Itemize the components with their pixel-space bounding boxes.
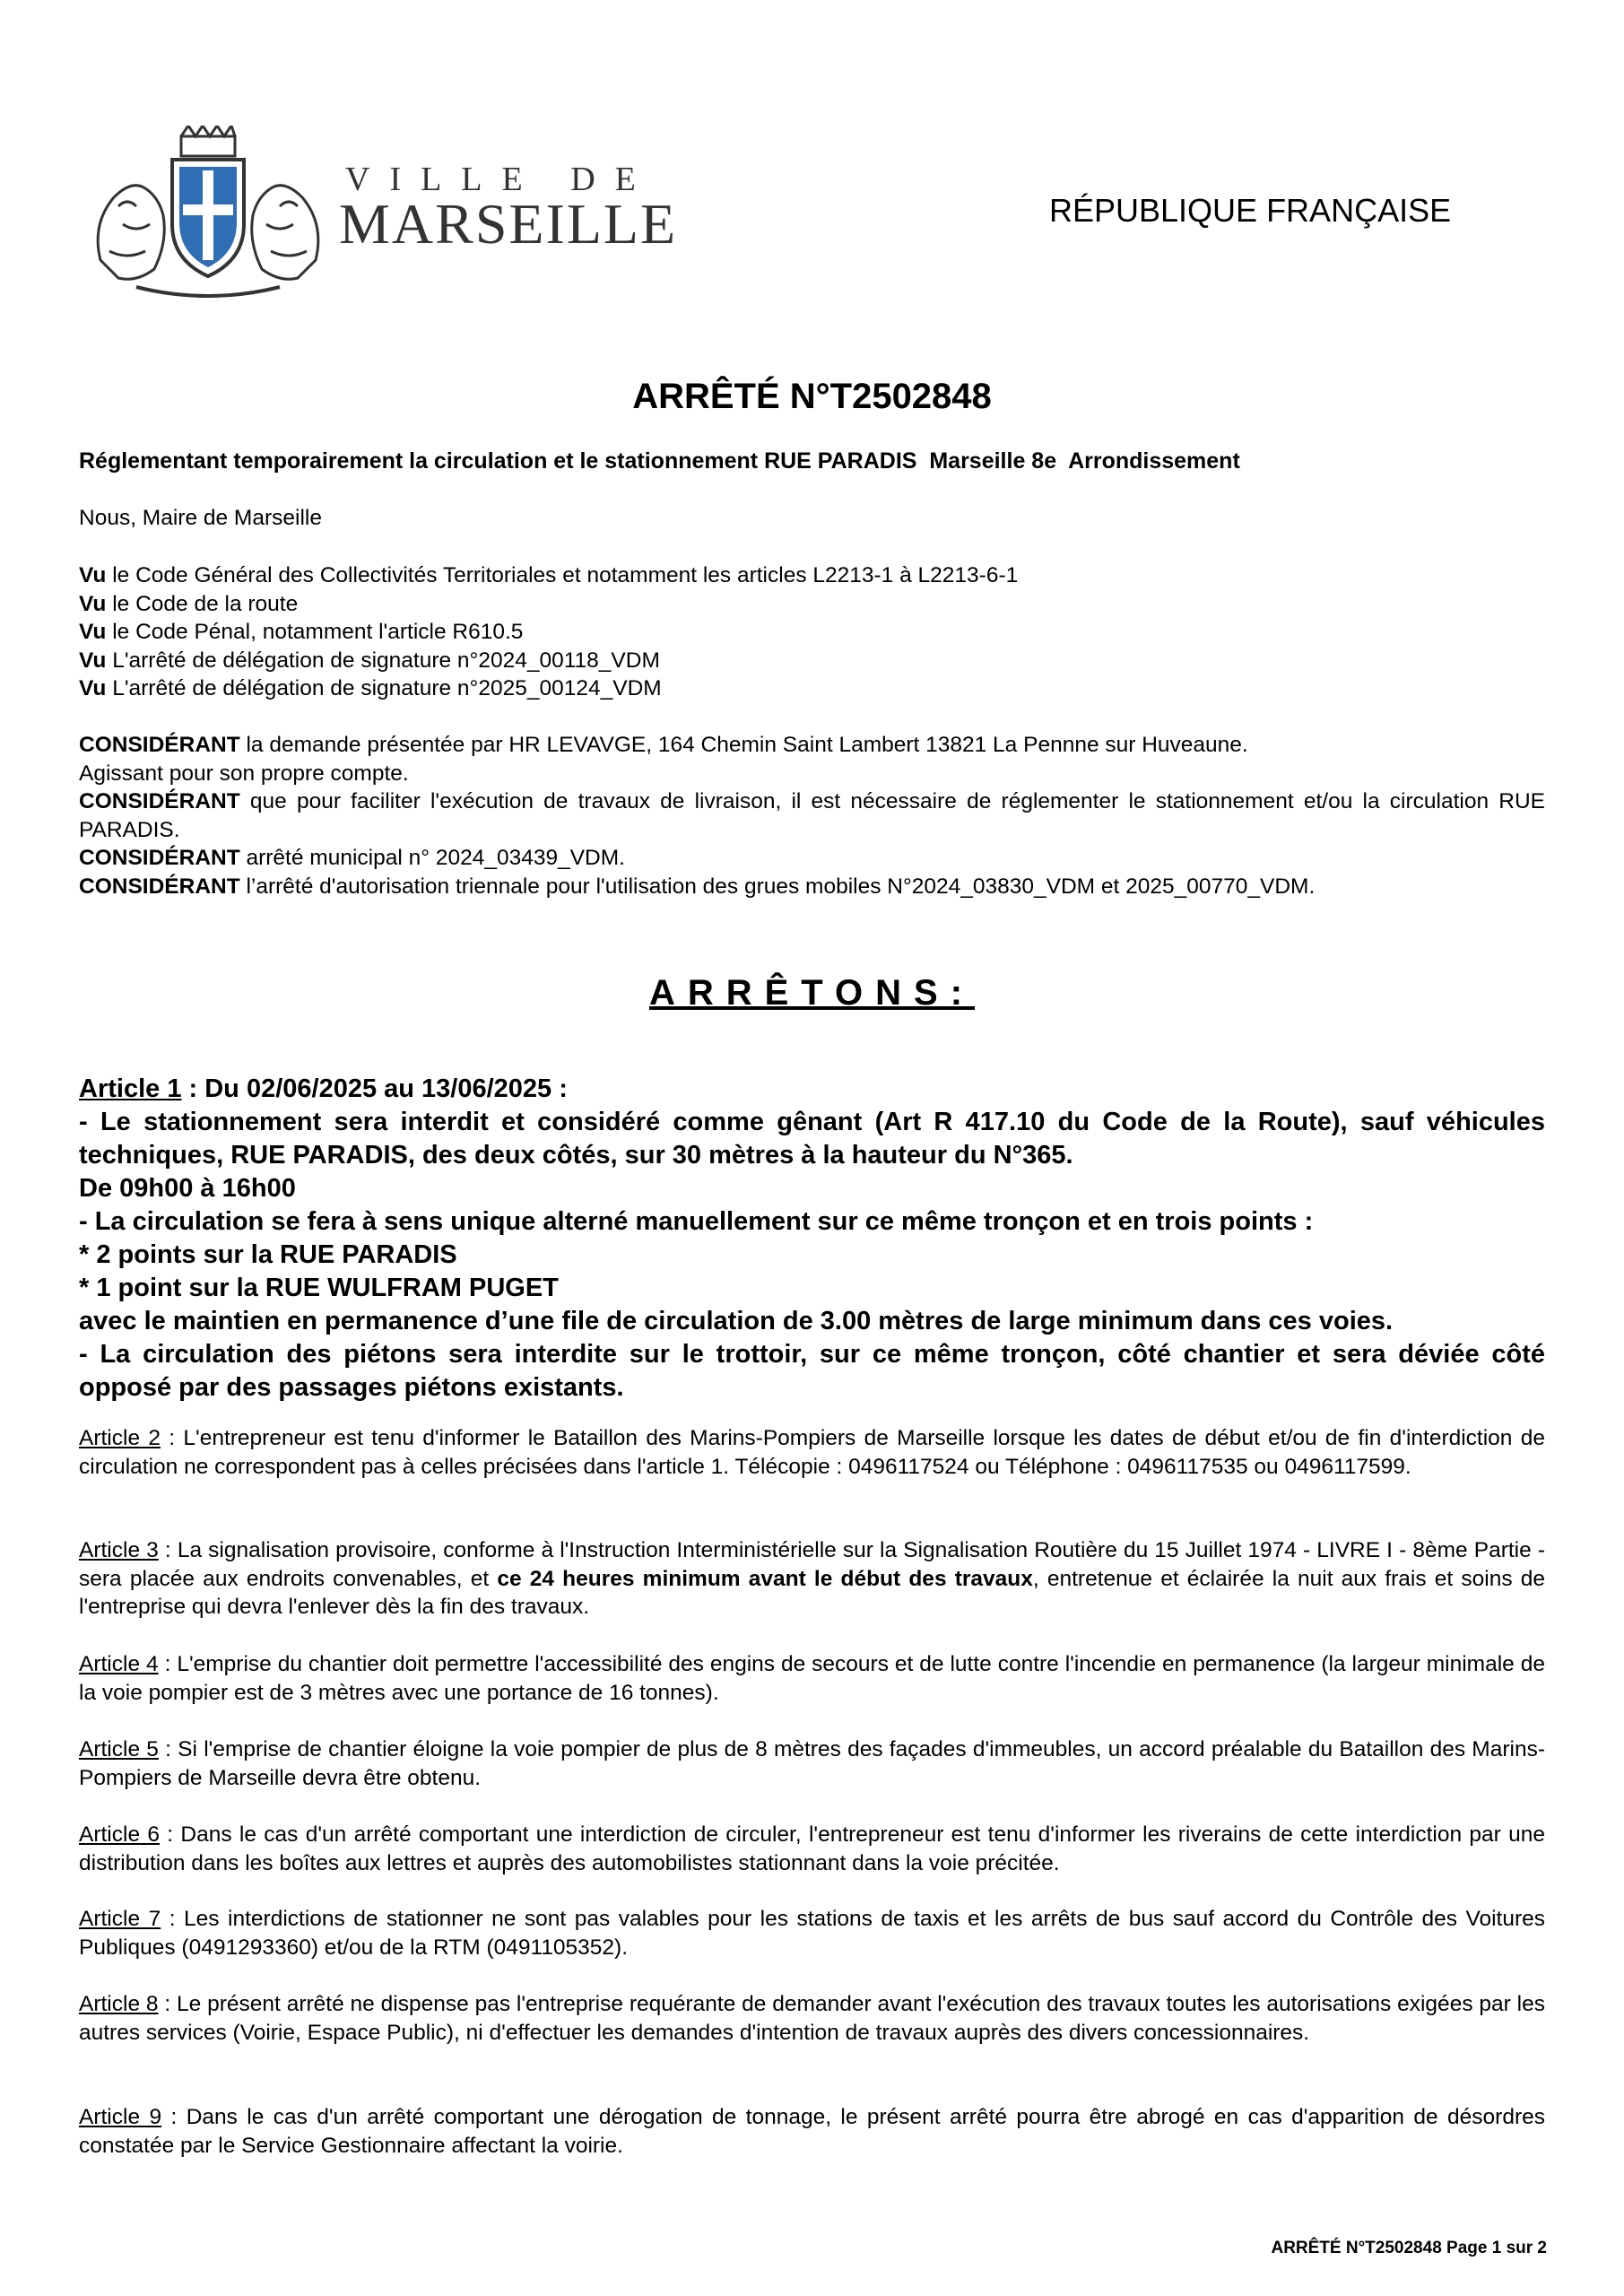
article-5: Article 5 : Si l'emprise de chantier éloigne la voie pompier de plus de 8 mètres des façades d'immeubles, un accord préalable du Bataillon des Marins-Pompiers de Marseille devra être obtenu. bbox=[79, 1737, 1545, 1790]
republique-francaise: RÉPUBLIQUE FRANÇAISE bbox=[1049, 192, 1452, 229]
intro-text: Nous, Maire de Marseille bbox=[79, 506, 322, 530]
article-1-line: - La circulation se fera à sens unique alterné manuellement sur ce même tronçon et en trois points : bbox=[79, 1207, 1314, 1236]
vu-line: Vu L'arrêté de délégation de signature n°2025_00124_VDM bbox=[79, 676, 662, 700]
article-1-line: - La circulation des piétons sera interdite sur le trottoir, sur ce même tronçon, côté chantier et sera déviée côté opposé par des passages piétons existants. bbox=[79, 1340, 1545, 1402]
article-7: Article 7 : Les interdictions de stationner ne sont pas valables pour les stations de taxis et les arrêts de bus sauf accord du Contrôle des Voitures Publiques (0491293360) et/ou de la RTM (0491105352). bbox=[79, 1907, 1545, 1960]
vu-line: Vu le Code de la route bbox=[79, 591, 299, 616]
article-1-line: * 2 points sur la RUE PARADIS bbox=[79, 1240, 457, 1269]
considerant-line: CONSIDÉRANT arrêté municipal n° 2024_03439_VDM. bbox=[79, 846, 625, 870]
article-6: Article 6 : Dans le cas d'un arrêté comportant une interdiction de circuler, l'entrepreneur est tenu d'informer les riverains de cette interdiction par une distribution dans les boîtes aux lettres et auprès des automobilistes stationnant dans la voie précitée. bbox=[79, 1822, 1545, 1875]
ribbon-icon bbox=[136, 287, 280, 296]
article-8: Article 8 : Le présent arrêté ne dispense pas l'entreprise requérante de demander avant l'exécution des travaux toutes les autorisations exigées par les autres services (Voirie, Espace Public), ni d'effectuer les demandes d'intention de travaux auprès des divers concessionnaires. bbox=[79, 1992, 1545, 2045]
logo-line-2: MARSEILLE bbox=[339, 192, 678, 256]
intro bbox=[79, 504, 1545, 533]
article-3: Article 3 : La signalisation provisoire, conforme à l'Instruction Interministérielle sur la Signalisation Routière du 15 Juillet 1974 - LIVRE I - 8ème Partie - sera placée aux endroits convenables, et ce 24 heures minimum avant le début des travaux, entretenue et éclairée la nuit aux frais et soins de l'entreprise qui devra l'enlever dès la fin des travaux. bbox=[79, 1538, 1545, 1619]
subtitle: Réglementant temporairement la circulation et le stationnement RUE PARADIS Marseille 8e Arrondissement bbox=[79, 448, 1240, 474]
article-2: Article 2 : L'entrepreneur est tenu d'informer le Bataillon des Marins-Pompiers de Marseille lorsque les dates de début et/ou de fin d'interdiction de circulation ne correspondent pas à celles précisées dans l'article 1. Télécopie : 0496117524 ou Téléphone : 0496117535 ou 0496117599. bbox=[79, 1426, 1545, 1479]
article-1-label: Article 1 bbox=[79, 1074, 182, 1103]
considerant-list bbox=[79, 731, 1545, 900]
vu-line: Vu le Code Général des Collectivités Territoriales et notamment les articles L2213-1 à L2213-6-1 bbox=[79, 563, 1019, 587]
crown-icon bbox=[181, 126, 235, 156]
considerant-line: Agissant pour son propre compte. bbox=[79, 761, 409, 786]
considerant-line: CONSIDÉRANT l’arrêté d'autorisation triennale pour l'utilisation des grues mobiles N°2024_03830_VDM et 2025_00770_VDM. bbox=[79, 874, 1316, 899]
page-footer: ARRÊTÉ N°T2502848 Page 1 sur 2 bbox=[1271, 2239, 1547, 2257]
vu-line: Vu le Code Pénal, notamment l'article R610.5 bbox=[79, 620, 524, 644]
vu-list bbox=[79, 561, 1545, 703]
article-1-line: * 1 point sur la RUE WULFRAM PUGET bbox=[79, 1274, 559, 1302]
vu-line: Vu L'arrêté de délégation de signature n°2024_00118_VDM bbox=[79, 648, 660, 673]
article-1: Article 1 : Du 02/06/2025 au 13/06/2025 : - Le stationnement sera interdit et considéré comme gênant (Art R 417.10 du Code de la Route), sauf véhicules techniques, RUE PARADIS, des deux côtés, sur 30 mètres à la hauteur du N°365. De 09h00 à 16h00 - La circulation se fera à sens unique alterné manuellement sur ce même tronçon et en trois points : * 2 points sur la RUE PARADIS * 1 point sur la RUE WULFRAM PUGET avec le maintien en permanence d’une file de circulation de 3.00 mètres de large minimum dans ces voies. - La circulation des piétons sera interdite sur le trottoir, sur ce même tronçon, côté chantier et sera déviée côté opposé par des passages piétons existants. bbox=[79, 1073, 1545, 1405]
shield-icon bbox=[172, 160, 244, 276]
article-4: Article 4 : L'emprise du chantier doit permettre l'accessibilité des engins de secours et de lutte contre l'incendie en permanence (la largeur minimale de la voie pompier est de 3 mètres avec une portance de 16 tonnes). bbox=[79, 1652, 1545, 1705]
page-title: ARRÊTÉ N°T2502848 bbox=[632, 377, 992, 416]
logo-line-1: VILLE DE bbox=[345, 161, 656, 198]
article-1-line: De 09h00 à 16h00 bbox=[79, 1174, 296, 1203]
article-9: Article 9 : Dans le cas d'un arrêté comportant une dérogation de tonnage, le présent arrêté pourra être abrogé en cas d'apparition de désordres constatée par le Service Gestionnaire affectant la voirie. bbox=[79, 2105, 1545, 2158]
considerant-line: CONSIDÉRANT que pour faciliter l'exécution de travaux de livraison, il est nécessaire de réglementer le stationnement et/ou la circulation RUE PARADIS. bbox=[79, 789, 1545, 842]
considerant-line: CONSIDÉRANT la demande présentée par HR LEVAVGE, 164 Chemin Saint Lambert 13821 La Pennne sur Huveaune. bbox=[79, 733, 1248, 757]
arretons-heading: ARRÊTONS: bbox=[648, 973, 976, 1013]
article-1-line: - Le stationnement sera interdit et considéré comme gênant (Art R 417.10 du Code de la Route), sauf véhicules techniques, RUE PARADIS, des deux côtés, sur 30 mètres à la hauteur du N°365. bbox=[79, 1108, 1545, 1170]
article-1-line: avec le maintien en permanence d’une file de circulation de 3.00 mètres de large minimum dans ces voies. bbox=[79, 1307, 1394, 1335]
